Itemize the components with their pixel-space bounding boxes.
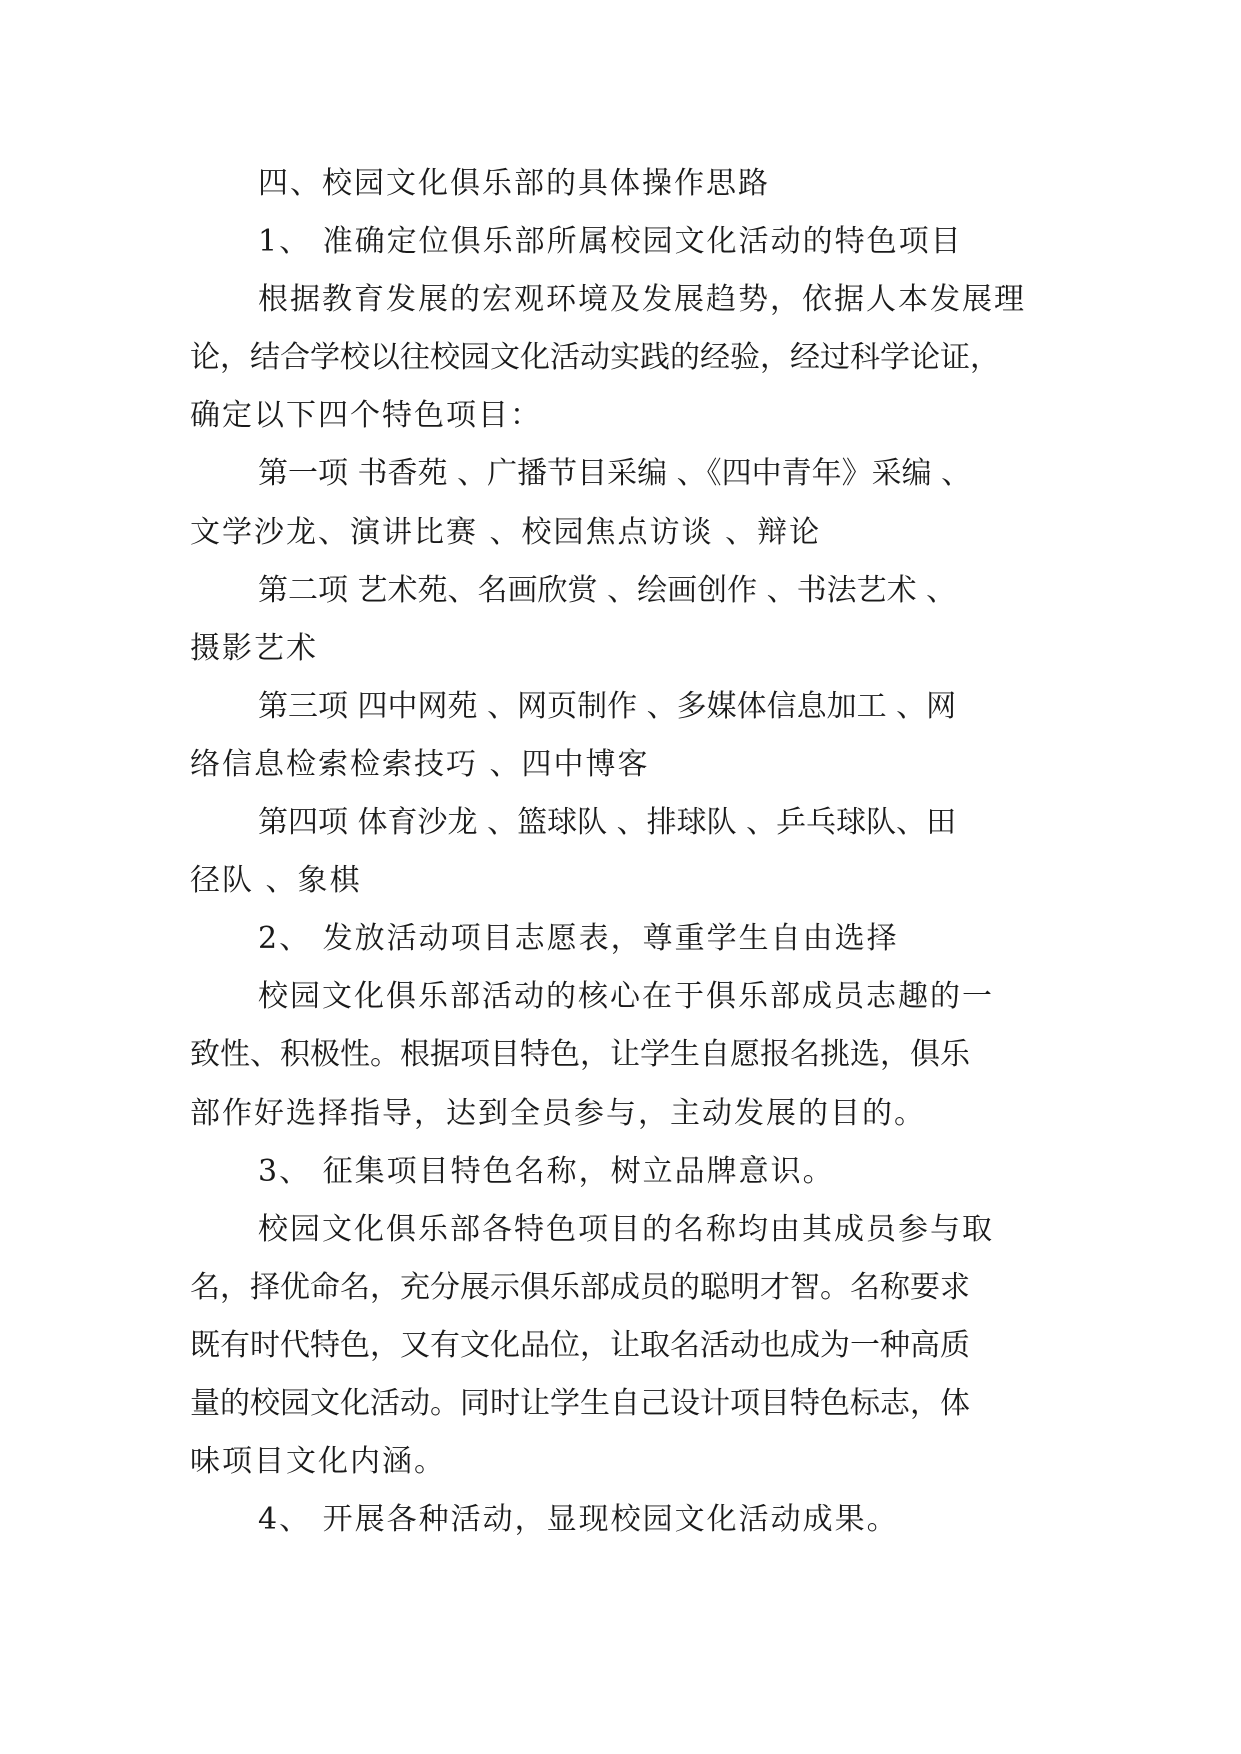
paragraph-line: 量的校园文化活动。同时让学生自己设计项目特色标志，体 <box>190 1385 970 1421</box>
paragraph-line: 确定以下四个特色项目： <box>190 398 542 434</box>
subheading-4: 4、 开展各种活动，显现校园文化活动成果。 <box>258 1502 899 1538</box>
subheading-2: 2、 发放活动项目志愿表，尊重学生自由选择 <box>258 921 899 957</box>
project-item-3: 第三项 四中网苑 、网页制作 、多媒体信息加工 、网 <box>258 688 957 724</box>
project-item-4-cont: 径队 、象棋 <box>190 863 362 899</box>
paragraph-line: 论，结合学校以往校园文化活动实践的经验，经过科学论证， <box>190 340 1000 376</box>
subheading-1: 1、 准确定位俱乐部所属校园文化活动的特色项目 <box>258 224 963 260</box>
paragraph-line: 校园文化俱乐部活动的核心在于俱乐部成员志趣的一 <box>258 979 994 1015</box>
section-heading: 四、校园文化俱乐部的具体操作思路 <box>258 166 770 201</box>
document-page <box>190 155 1062 1549</box>
paragraph-line: 部作好选择指导，达到全员参与，主动发展的目的。 <box>190 1095 926 1131</box>
subheading-3: 3、 征集项目特色名称，树立品牌意识。 <box>258 1153 835 1189</box>
paragraph-line: 味项目文化内涵。 <box>190 1444 446 1480</box>
project-item-1-cont: 文学沙龙、演讲比赛 、校园焦点访谈 、辩论 <box>190 514 822 550</box>
paragraph-line: 致性、积极性。根据项目特色，让学生自愿报名挑选，俱乐 <box>190 1037 970 1073</box>
paragraph-line: 校园文化俱乐部各特色项目的名称均由其成员参与取 <box>258 1211 994 1247</box>
project-item-1: 第一项 书香苑 、广播节目采编 、《四中青年》采编 、 <box>258 456 972 492</box>
project-item-4: 第四项 体育沙龙 、篮球队 、排球队 、乒乓球队、田 <box>258 805 957 841</box>
project-item-3-cont: 络信息检索检索技巧 、四中博客 <box>190 746 650 782</box>
project-item-2-cont: 摄影艺术 <box>190 630 318 666</box>
paragraph-line: 根据教育发展的宏观环境及发展趋势，依据人本发展理 <box>258 282 1026 318</box>
paragraph-line: 名，择优命名，充分展示俱乐部成员的聪明才智。名称要求 <box>190 1269 970 1305</box>
project-item-2: 第二项 艺术苑、名画欣赏 、绘画创作 、书法艺术 、 <box>258 572 957 608</box>
paragraph-line: 既有时代特色，又有文化品位，让取名活动也成为一种高质 <box>190 1327 970 1363</box>
